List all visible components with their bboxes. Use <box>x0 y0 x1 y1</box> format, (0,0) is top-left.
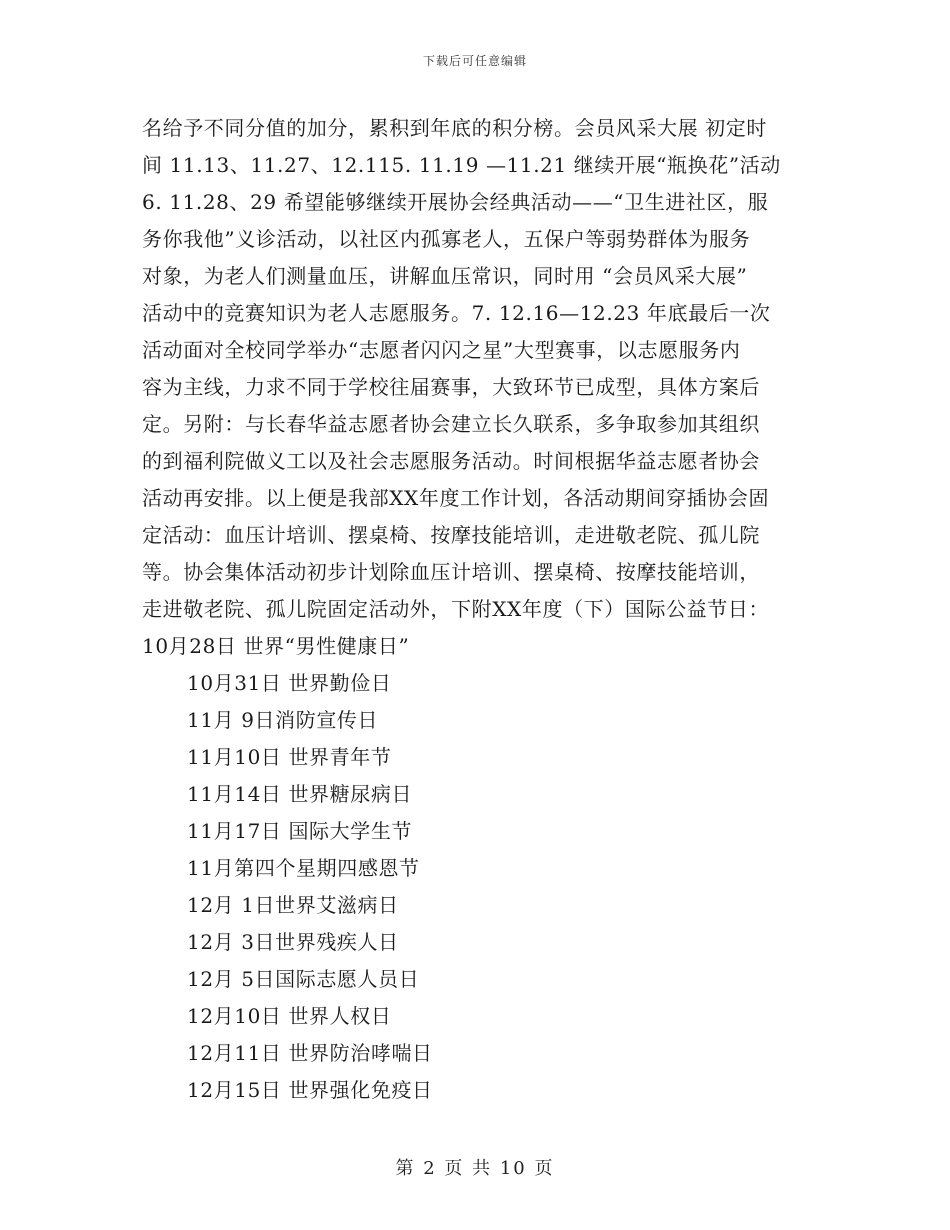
holiday-item: 11月10日 世界青年节 <box>187 745 392 769</box>
holiday-item: 12月 3日世界残疾人日 <box>187 930 399 954</box>
holiday-item: 12月15日 世界强化免疫日 <box>187 1078 433 1102</box>
paragraph-line: 6. 11.28、29 希望能够继续开展协会经典活动——“卫生进社区，服 <box>142 190 769 214</box>
page-number: 第 2 页 共 10 页 <box>395 1158 555 1179</box>
holiday-item: 11月14日 世界糖尿病日 <box>187 782 413 806</box>
holiday-item: 11月17日 国际大学生节 <box>187 819 413 843</box>
paragraph-line: 10月28日 世界“男性健康日” <box>142 634 410 658</box>
paragraph-line: 活动中的竞赛知识为老人志愿服务。7. 12.16—12.23 年底最后一次 <box>142 301 771 325</box>
paragraph-line: 务你我他”义诊活动，以社区内孤寡老人，五保户等弱势群体为服务 <box>142 227 751 251</box>
holiday-item: 12月11日 世界防治哮喘日 <box>187 1041 433 1065</box>
paragraph-line: 定。另附：与长春华益志愿者协会建立长久联系，多争取参加其组织 <box>142 412 760 436</box>
paragraph-line: 等。协会集体活动初步计划除血压计培训、摆桌椅、按摩技能培训， <box>142 560 760 584</box>
paragraph-line: 容为主线，力求不同于学校往届赛事，大致环节已成型，具体方案后 <box>142 375 760 399</box>
holiday-item: 12月10日 世界人权日 <box>187 1004 392 1028</box>
holiday-item: 12月 1日世界艾滋病日 <box>187 893 399 917</box>
holiday-item: 11月第四个星期四感恩节 <box>187 856 420 880</box>
paragraph-line: 间 11.13、11.27、12.115. 11.19 —11.21 继续开展“瓶换花”活动 <box>142 153 781 177</box>
holiday-list <box>187 665 787 1109</box>
page-header: 下载后可任意编辑 <box>422 54 527 68</box>
holiday-item: 12月 5日国际志愿人员日 <box>187 967 420 991</box>
paragraph-line: 活动再安排。以上便是我部XX年度工作计划，各活动期间穿插协会固 <box>142 486 770 510</box>
paragraph-line: 定活动：血压计培训、摆桌椅、按摩技能培训，走进敬老院、孤儿院 <box>142 523 760 547</box>
holiday-item: 11月 9日消防宣传日 <box>187 708 379 732</box>
paragraph-line: 活动面对全校同学举办“志愿者闪闪之星”大型赛事，以志愿服务内 <box>142 338 741 362</box>
paragraph-line: 名给予不同分值的加分，累积到年底的积分榜。会员风采大展 初定时 <box>142 116 767 140</box>
holiday-item: 10月31日 世界勤俭日 <box>187 671 392 695</box>
body-paragraph <box>142 110 808 665</box>
paragraph-line: 对象，为老人们测量血压，讲解血压常识，同时用 “会员风采大展” <box>142 264 748 288</box>
paragraph-line: 走进敬老院、孤儿院固定活动外，下附XX年度（下）国际公益节日： <box>142 597 770 621</box>
paragraph-line: 的到福利院做义工以及社会志愿服务活动。时间根据华益志愿者协会 <box>142 449 760 473</box>
